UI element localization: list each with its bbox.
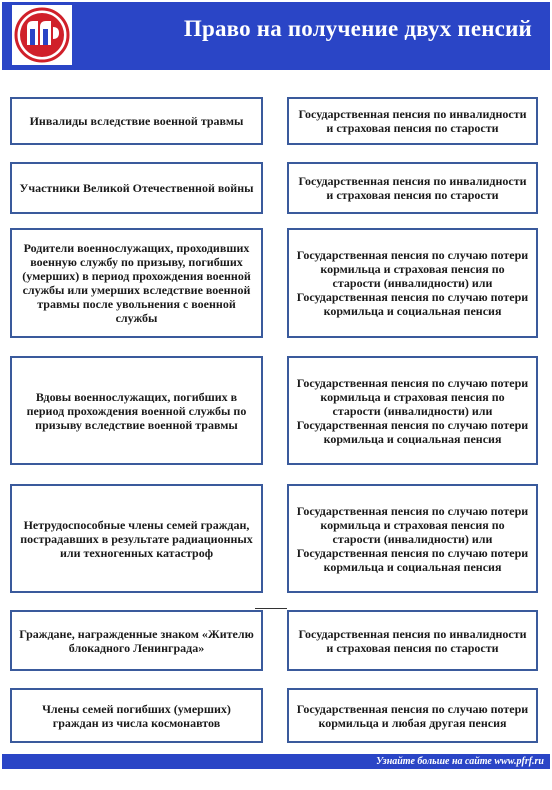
pension-label: Государственная пенсия по инвалидности и страховая пенсия по старости <box>298 626 527 655</box>
pension-box <box>287 484 538 593</box>
pfr-logo-icon <box>12 5 72 65</box>
pension-label: Государственная пенсия по инвалидности и страховая пенсия по старости <box>298 107 527 135</box>
pension-label: Государственная пенсия по случаю потери кормильца и любая другая пенсия <box>296 701 529 730</box>
category-box <box>10 356 263 465</box>
category-label: Участники Великой Отечественной войны <box>19 181 254 195</box>
category-label: Граждане, награжденные знаком «Жителю блокадного Ленинграда» <box>19 626 254 655</box>
category-label: Инвалиды вследствие военной травмы <box>29 114 244 128</box>
category-box <box>10 97 263 145</box>
category-label: Члены семей погибших (умерших) граждан из числа космонавтов <box>42 701 231 730</box>
category-label: Вдовы военнослужащих, погибших в период прохождения военной службы по призыву вследствие военной травмы <box>26 389 247 432</box>
pension-label: Государственная пенсия по инвалидности и страховая пенсия по старости <box>298 174 527 202</box>
pension-box <box>287 610 538 671</box>
pension-box <box>287 162 538 214</box>
pension-box <box>287 228 538 338</box>
divider <box>255 608 287 609</box>
category-box <box>10 228 263 338</box>
category-box <box>10 484 263 593</box>
category-box <box>10 610 263 671</box>
footer-website-link[interactable]: Узнайте больше на сайте www.pfrf.ru <box>376 756 544 767</box>
category-box <box>10 688 263 743</box>
pension-label: Государственная пенсия по случаю потери кормильца и страховая пенсия по старости (инвалидности) или Государственная пенсия по случаю потери кормильца и социальная пенсия <box>296 248 529 318</box>
category-label: Родители военнослужащих, проходивших военную службу по призыву, погибших (умерших) в период прохождения военной службы или умерших вследствие военной травмы после увольнения с военной службы <box>22 241 251 325</box>
category-label: Нетрудоспособные члены семей граждан, пострадавших в результате радиационных или техногенных катастроф <box>20 517 253 560</box>
page-title: Право на получение двух пенсий <box>183 16 532 41</box>
pension-box <box>287 688 538 743</box>
footer-banner <box>2 754 550 769</box>
category-box <box>10 162 263 214</box>
logo <box>12 5 72 65</box>
header-banner <box>2 2 550 70</box>
pension-box <box>287 356 538 465</box>
pension-label: Государственная пенсия по случаю потери кормильца и страховая пенсия по старости (инвалидности) или Государственная пенсия по случаю потери кормильца и социальная пенсия <box>296 503 529 574</box>
pension-box <box>287 97 538 145</box>
pension-label: Государственная пенсия по случаю потери кормильца и страховая пенсия по старости (инвалидности) или Государственная пенсия по случаю потери кормильца и социальная пенсия <box>296 375 529 446</box>
